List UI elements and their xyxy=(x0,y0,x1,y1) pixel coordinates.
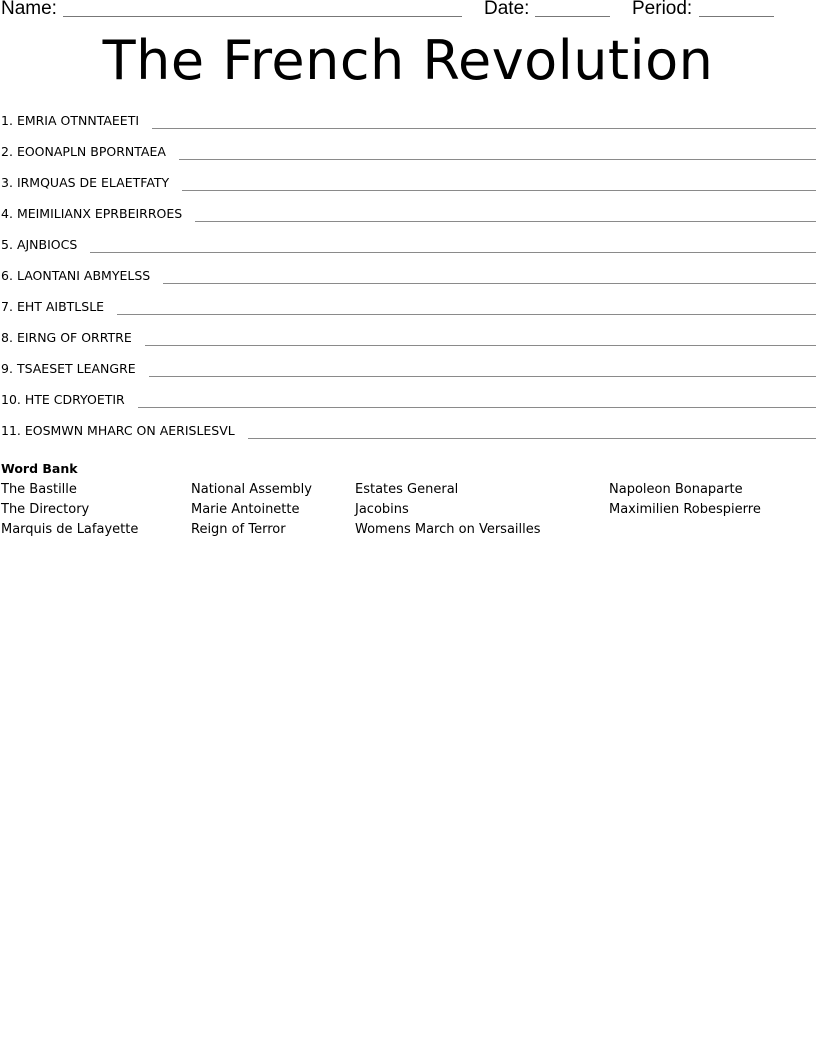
puzzle-number: 10. xyxy=(1,392,21,407)
puzzle-number: 4. xyxy=(1,206,13,221)
puzzle-number: 8. xyxy=(1,330,13,345)
scrambled-word: EIRNG OF ORRTRE xyxy=(16,330,132,345)
puzzle-number: 7. xyxy=(1,299,13,314)
answer-line[interactable] xyxy=(248,438,816,439)
scrambled-word: TSAESET LEANGRE xyxy=(16,361,136,376)
name-label: Name: xyxy=(1,0,57,19)
answer-line[interactable] xyxy=(163,283,816,284)
word-bank-column xyxy=(191,480,312,540)
scrambled-word: LAONTANI ABMYELSS xyxy=(16,268,151,283)
date-label: Date: xyxy=(484,0,530,19)
word-bank-column xyxy=(609,480,761,520)
worksheet-header xyxy=(0,0,816,24)
answer-line[interactable] xyxy=(182,190,816,191)
puzzle-number: 1. xyxy=(1,113,13,128)
puzzle-item xyxy=(0,359,816,390)
answer-line[interactable] xyxy=(117,314,816,315)
word-bank-column xyxy=(355,480,541,540)
puzzle-list xyxy=(0,111,816,452)
word-bank-item: Jacobins xyxy=(355,502,409,517)
scrambled-word: MEIMILIANX EPRBEIRROES xyxy=(16,206,183,221)
puzzle-item xyxy=(0,421,816,452)
puzzle-item xyxy=(0,142,816,173)
answer-line[interactable] xyxy=(138,407,816,408)
word-bank-item: Womens March on Versailles xyxy=(355,522,541,537)
scrambled-word: HTE CDRYOETIR xyxy=(24,392,125,407)
answer-line[interactable] xyxy=(90,252,816,253)
puzzle-number: 2. xyxy=(1,144,13,159)
word-bank-item: Reign of Terror xyxy=(191,522,286,537)
puzzle-item xyxy=(0,204,816,235)
word-bank-item: Marquis de Lafayette xyxy=(1,522,139,537)
puzzle-item xyxy=(0,173,816,204)
scrambled-word: EOONAPLN BPORNTAEA xyxy=(16,144,166,159)
answer-line[interactable] xyxy=(179,159,816,160)
word-bank-item: Napoleon Bonaparte xyxy=(609,482,743,497)
puzzle-item xyxy=(0,328,816,359)
puzzle-number: 9. xyxy=(1,361,13,376)
date-field[interactable] xyxy=(535,16,610,17)
scrambled-word: EOSMWN MHARC ON AERISLESVL xyxy=(24,423,235,438)
period-field[interactable] xyxy=(699,16,774,17)
answer-line[interactable] xyxy=(149,376,816,377)
puzzle-item xyxy=(0,390,816,421)
answer-line[interactable] xyxy=(152,128,816,129)
puzzle-number: 6. xyxy=(1,268,13,283)
word-bank-item: The Directory xyxy=(1,502,90,517)
puzzle-number: 11. xyxy=(1,423,21,438)
word-bank-item: Estates General xyxy=(355,482,459,497)
answer-line[interactable] xyxy=(145,345,816,346)
puzzle-item xyxy=(0,297,816,328)
word-bank-column xyxy=(1,480,138,540)
page-title: The French Revolution xyxy=(102,29,714,92)
scrambled-word: IRMQUAS DE ELAETFATY xyxy=(16,175,170,190)
puzzle-item xyxy=(0,235,816,266)
word-bank-title: Word Bank xyxy=(1,461,78,476)
word-bank-item: Marie Antoinette xyxy=(191,502,300,517)
puzzle-number: 5. xyxy=(1,237,13,252)
word-bank-item: The Bastille xyxy=(1,482,77,497)
period-label: Period: xyxy=(632,0,693,19)
puzzle-number: 3. xyxy=(1,175,13,190)
word-bank-item: Maximilien Robespierre xyxy=(609,502,761,517)
name-field[interactable] xyxy=(63,16,462,17)
word-bank-item: National Assembly xyxy=(191,482,312,497)
scrambled-word: EMRIA OTNNTAEETI xyxy=(16,113,140,128)
puzzle-item xyxy=(0,111,816,142)
answer-line[interactable] xyxy=(195,221,816,222)
scrambled-word: AJNBIOCS xyxy=(16,237,78,252)
puzzle-item xyxy=(0,266,816,297)
scrambled-word: EHT AIBTLSLE xyxy=(16,299,105,314)
